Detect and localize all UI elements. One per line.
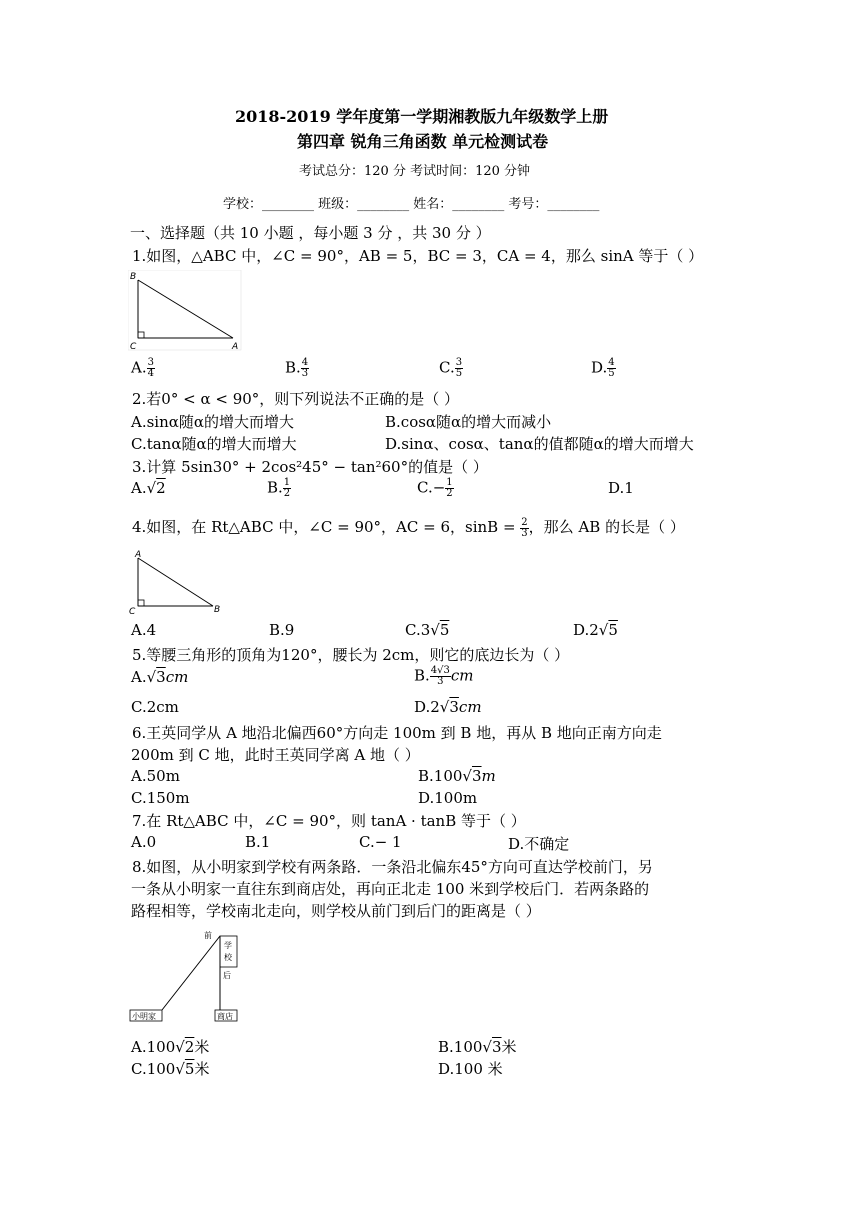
q3-option-b[interactable] [267,478,291,499]
q4-c-prefix: C.3√ [405,621,440,639]
q1-d-den: 5 [608,368,615,379]
q2-option-d[interactable]: D.sinα、cosα、tanα的值都随α的增大而增大 [385,435,694,453]
q1-option-b[interactable] [285,358,309,379]
q2-option-a[interactable]: A.sinα随α的增大而增大 [131,413,295,431]
q5-d-unit: cm [458,698,482,716]
q2-option-b[interactable]: B.cosα随α的增大而减小 [385,413,552,431]
q8-a-unit: 米 [194,1038,210,1056]
q8-figure [128,926,248,1026]
q7-option-b[interactable]: B.1 [245,833,271,851]
q6-option-d[interactable]: D.100m [418,789,478,807]
q4-option-c[interactable] [405,621,449,639]
q5-d-radicand: 3 [449,698,459,716]
q5-a-radicand: 3 [156,668,166,686]
q8-c-radicand: 5 [184,1060,195,1078]
q3-option-c[interactable] [417,478,454,499]
q1-c-num: 3 [455,357,463,368]
q3-c-num: 1 [446,477,453,488]
q8-a-radicand: 2 [184,1038,195,1056]
q6-option-b[interactable] [418,767,496,785]
q5-b-den: 3 [437,676,444,687]
q8-stem-line3: 路程相等，学校南北走向，则学校从前门到后门的距离是（ ） [131,902,541,920]
q5-d-prefix: D.2√ [414,698,450,716]
q2-stem: 2.若0° < α < 90°，则下列说法不正确的是（ ） [132,390,460,408]
q5-option-b[interactable] [414,666,474,687]
q3-b-prefix: B. [267,478,283,497]
q8-a-prefix: A.100√ [131,1038,185,1056]
q4-stem-num: 2 [521,516,528,528]
q1-b-den: 3 [301,368,309,379]
q5-option-c[interactable]: C.2cm [131,698,179,716]
q4-stem-den: 3 [521,527,528,539]
q1-d-num: 4 [608,357,615,368]
q6-b-unit: m [481,767,496,785]
q8-fig-school-label-1: 学 [224,941,232,950]
q3-b-num: 1 [283,477,291,488]
q1-option-c[interactable] [439,358,463,379]
q1-c-prefix: C. [439,358,455,377]
q4-fig-label-c: C [129,607,136,616]
q3-c-prefix: C.− [417,478,446,497]
q8-b-prefix: B.100√ [438,1038,492,1056]
doc-subtitle: 第四章 锐角三角函数 单元检测试卷 [297,132,549,151]
q4-d-prefix: D.2√ [573,621,609,639]
q8-fig-home-label: 小明家 [132,1012,156,1021]
q3-a-prefix: A.√ [131,479,157,497]
q5-a-unit: cm [165,668,189,686]
student-fields: 学校：________ 班级：________ 姓名：________ 考号：________ [223,197,600,212]
q4-fig-label-b: B [214,605,221,615]
exam-meta: 考试总分：120 分 考试时间：120 分钟 [299,164,531,179]
q8-option-a[interactable] [131,1036,209,1057]
q5-a-prefix: A.√ [131,668,157,686]
q1-figure [128,270,243,352]
q6-b-radicand: 3 [471,767,482,785]
q4-d-radicand: 5 [608,621,618,639]
q4-figure [128,548,228,616]
q8-option-c[interactable] [131,1058,209,1079]
q8-option-d[interactable]: D.100 米 [438,1060,503,1078]
q4-c-radicand: 5 [439,621,450,639]
q8-fig-back-label: 后 [223,971,231,980]
q5-b-num: 4√3 [430,665,450,676]
q5-option-a[interactable] [131,668,188,686]
q1-fig-label-b: B [130,272,137,282]
q1-option-a[interactable] [131,358,155,379]
q7-stem: 7.在 Rt△ABC 中，∠C = 90°，则 tanA · tanB 等于（ ） [132,812,526,830]
q4-stem [132,516,685,539]
q4-option-d[interactable] [573,621,618,639]
q4-option-a[interactable]: A.4 [131,621,157,639]
q7-option-d[interactable]: D.不确定 [508,835,570,853]
q6-option-a[interactable]: A.50m [131,767,180,785]
q4-option-b[interactable]: B.9 [269,621,295,639]
q8-fig-school-label-2: 校 [224,953,232,962]
q5-option-d[interactable] [414,698,482,716]
q1-fig-label-c: C [130,342,137,352]
q8-b-unit: 米 [501,1038,517,1056]
section-heading: 一、选择题（共 10 小题 ，每小题 3 分 ，共 30 分 ） [130,224,491,242]
q2-option-c[interactable]: C.tanα随α的增大而增大 [131,435,297,453]
q1-a-num: 3 [147,357,154,368]
q3-c-den: 2 [446,488,453,499]
q3-option-a[interactable] [131,479,166,497]
q3-option-d[interactable]: D.1 [608,479,634,497]
q5-b-unit: cm [450,666,474,685]
q8-stem-line2: 一条从小明家一直往东到商店处，再向正北走 100 米到学校后门．若两条路的 [131,880,650,898]
q1-a-den: 4 [147,368,154,379]
q1-a-prefix: A. [131,358,147,377]
q1-option-d[interactable] [591,358,616,379]
q5-stem: 5.等腰三角形的顶角为120°，腰长为 2cm，则它的底边长为（ ） [132,646,570,664]
q1-fig-label-a: A [232,342,239,352]
q7-option-a[interactable]: A.0 [131,833,157,851]
q1-d-prefix: D. [591,358,608,377]
q8-stem-line1: 8.如图，从小明家到学校有两条路．一条沿北偏东45°方向可直达学校前门，另 [132,858,653,876]
q7-option-c[interactable]: C.− 1 [359,833,402,851]
q5-b-prefix: B. [414,666,430,685]
q6-stem-line1: 6.王英同学从 A 地沿北偏西60°方向走 100m 到 B 地，再从 B 地向正南方向走 [132,724,662,742]
q1-b-prefix: B. [285,358,301,377]
q6-stem-line2: 200m 到 C 地，此时王英同学离 A 地（ ） [131,746,420,764]
q1-c-den: 5 [455,368,463,379]
doc-title: 2018-2019 学年度第一学期湘教版九年级数学上册 [235,107,609,126]
q3-b-den: 2 [283,488,291,499]
q8-option-b[interactable] [438,1036,517,1057]
q4-stem-pre: 4.如图，在 Rt△ABC 中，∠C = 90°，AC = 6，sinB = [132,518,521,536]
q4-fig-label-a: A [135,550,142,560]
q8-fig-shop-label: 商店 [217,1012,233,1021]
q3-a-radicand: 2 [156,479,166,497]
q6-option-c[interactable]: C.150m [131,789,190,807]
q6-b-prefix: B.100√ [418,767,472,785]
q4-stem-post: ，那么 AB 的长是（ ） [528,518,685,536]
q1-stem: 1.如图，△ABC 中，∠C = 90°，AB = 5，BC = 3，CA = 4，那么 sinA 等于（ ） [132,247,704,265]
q8-b-radicand: 3 [491,1038,502,1056]
q8-c-unit: 米 [194,1060,210,1078]
q8-c-prefix: C.100√ [131,1060,185,1078]
q8-fig-front-label: 前 [204,931,212,940]
q1-b-num: 4 [301,357,309,368]
q3-stem: 3.计算 5sin30° + 2cos²45° − tan²60°的值是（ ） [132,458,488,476]
